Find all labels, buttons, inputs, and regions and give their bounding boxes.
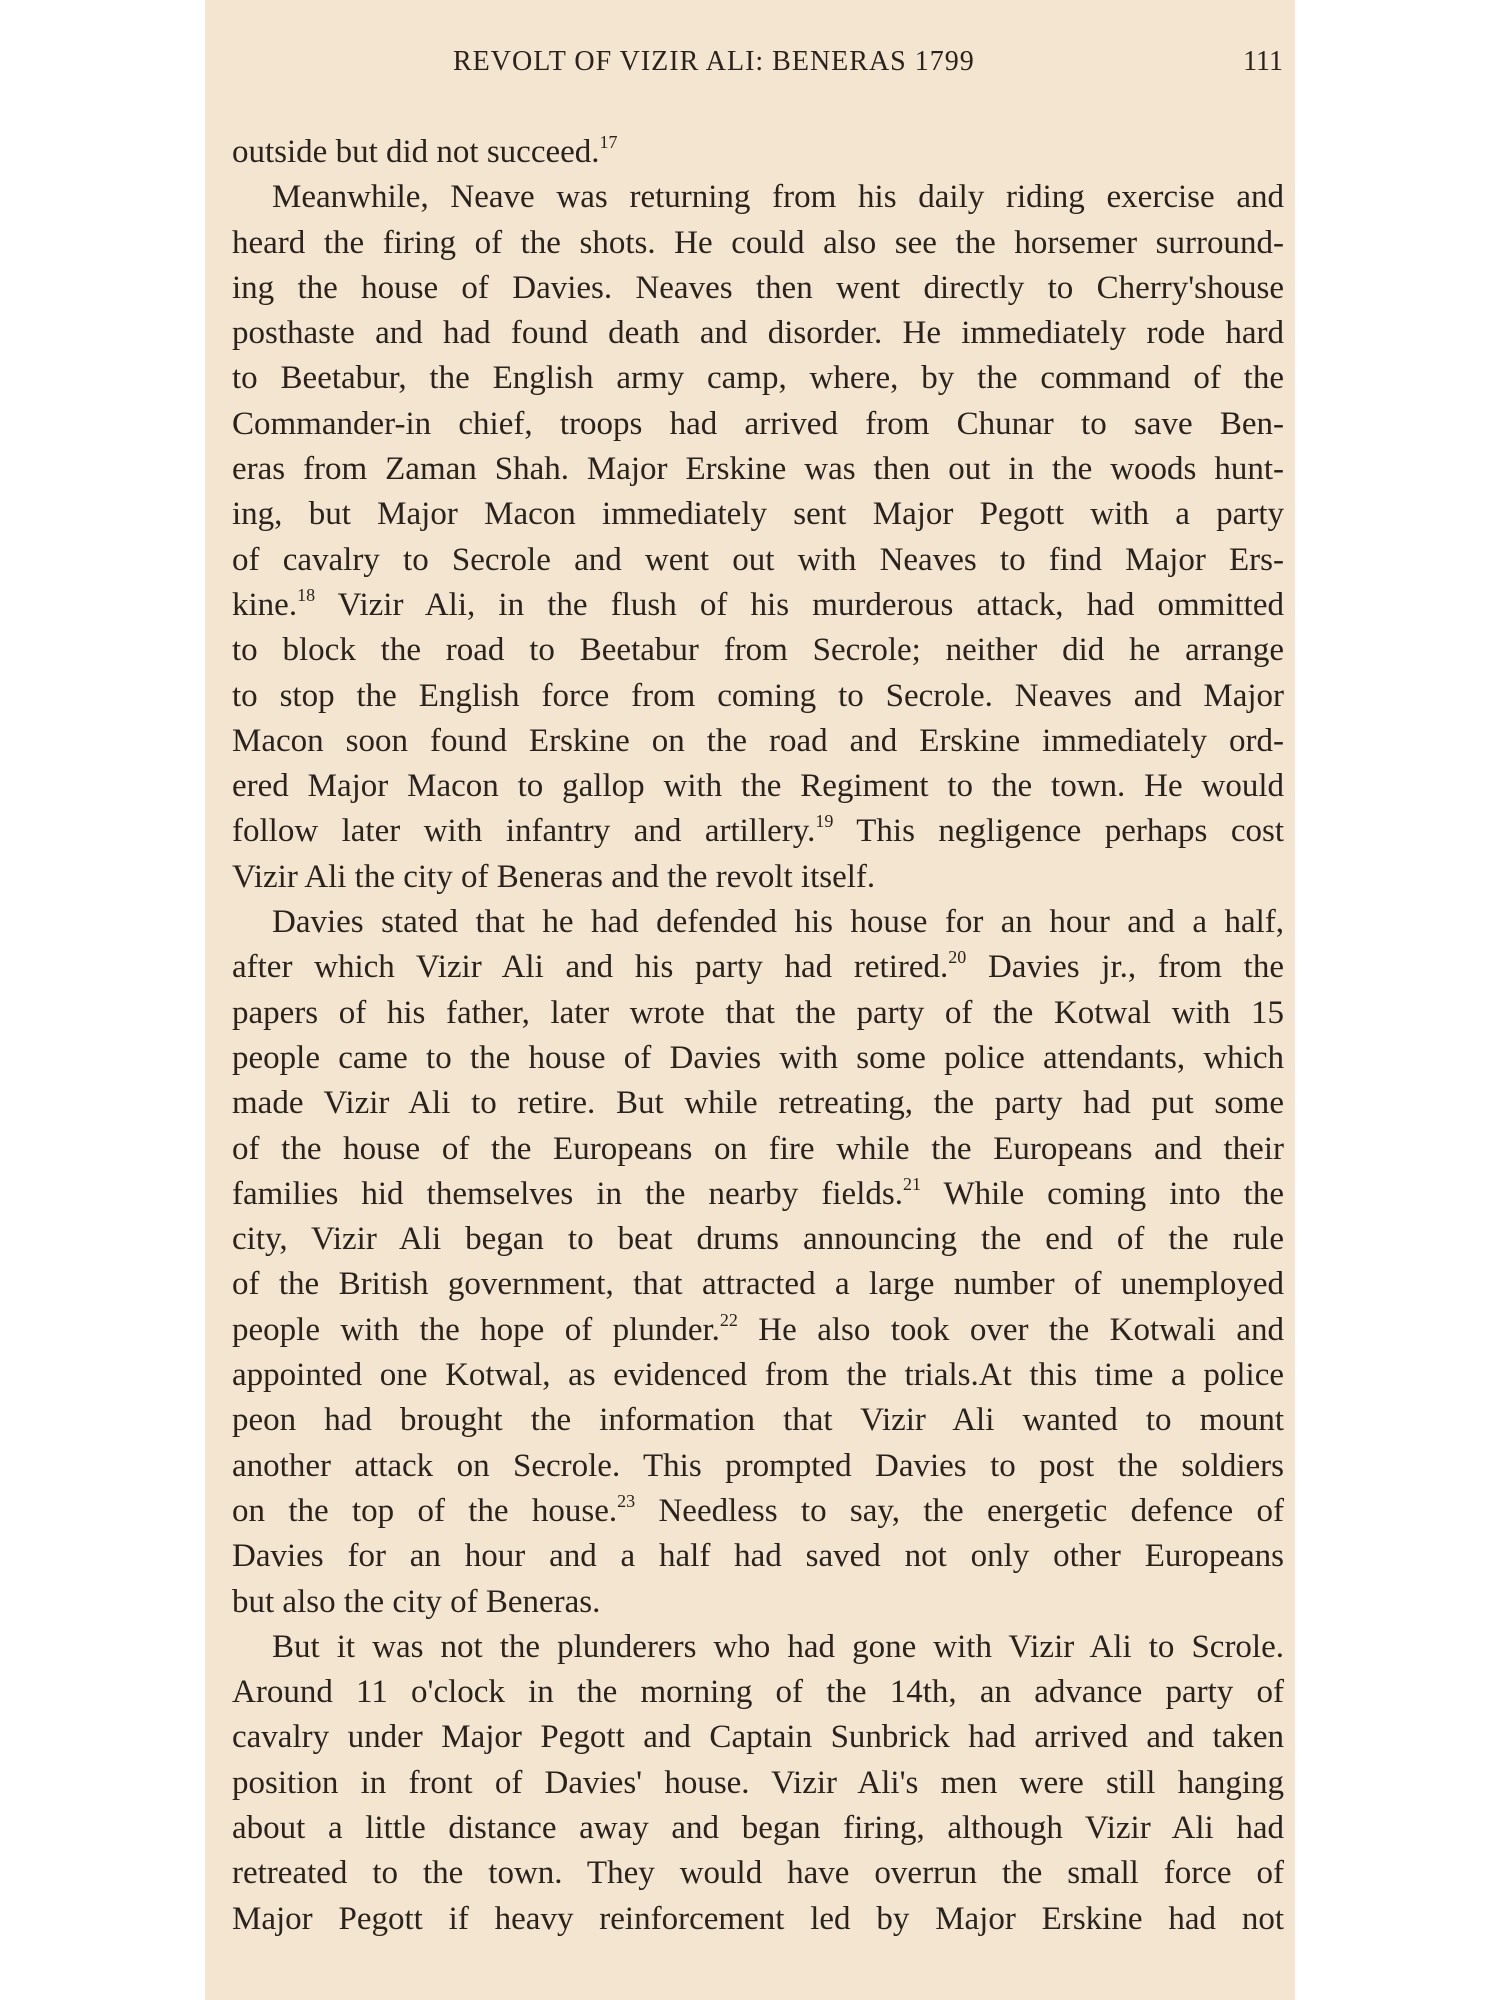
text-line <box>232 1127 1284 1172</box>
text-line <box>232 1262 1284 1307</box>
text-line <box>232 1081 1284 1126</box>
line-text: Vizir Ali the city of Beneras and the revolt itself. <box>232 858 876 895</box>
body-text <box>232 130 1284 1942</box>
line-text: families hid themselves in the nearby fields. <box>232 1175 903 1212</box>
line-text: Macon soon found Erskine on the road and Erskine immediately ord- <box>232 722 1284 759</box>
text-line <box>232 1761 1284 1806</box>
text-line <box>232 991 1284 1036</box>
line-text: retreated to the town. They would have overrun the small force of <box>232 1855 1284 1892</box>
line-text: people with the hope of plunder. <box>232 1311 720 1348</box>
text-line <box>232 1217 1284 1262</box>
text-line <box>232 1580 1284 1625</box>
text-line <box>232 900 1284 945</box>
text-line <box>232 447 1284 492</box>
line-text: to Beetabur, the English army camp, where, by the command of the <box>232 360 1284 397</box>
text-line <box>232 130 1284 175</box>
line-text: another attack on Secrole. This prompted Davies to post the soldiers <box>232 1447 1284 1484</box>
line-text-continued: While coming into the <box>920 1175 1284 1212</box>
line-text-continued: Davies jr., from the <box>966 949 1284 986</box>
line-text: cavalry under Major Pegott and Captain Sunbrick had arrived and taken <box>232 1719 1284 1756</box>
line-text: to stop the English force from coming to Secrole. Neaves and Major <box>232 677 1284 714</box>
line-text: But it was not the plunderers who had gone with Vizir Ali to Scrole. <box>272 1628 1284 1665</box>
text-line <box>232 1444 1284 1489</box>
text-line <box>232 628 1284 673</box>
line-text: Major Pegott if heavy reinforcement led by Major Erskine had not <box>232 1900 1284 1937</box>
line-text: eras from Zaman Shah. Major Erskine was then out in the woods hunt- <box>232 451 1284 488</box>
footnote-marker: 19 <box>815 811 834 832</box>
line-text: ered Major Macon to gallop with the Regiment to the town. He would <box>232 768 1284 805</box>
line-text: peon had brought the information that Vizir Ali wanted to mount <box>232 1402 1284 1439</box>
text-line <box>232 1715 1284 1760</box>
line-text: of cavalry to Secrole and went out with Neaves to find Major Ers- <box>232 541 1284 578</box>
footnote-marker: 23 <box>617 1490 636 1511</box>
line-text: Around 11 o'clock in the morning of the 14th, an advance party of <box>232 1674 1284 1711</box>
line-text-continued: Vizir Ali, in the flush of his murderous attack, had ommitted <box>315 586 1284 623</box>
line-text-continued: This negligence perhaps cost <box>833 813 1285 850</box>
text-line <box>232 1036 1284 1081</box>
line-text: Davies stated that he had defended his house for an hour and a half, <box>272 904 1284 941</box>
footnote-marker: 17 <box>599 132 618 152</box>
page-number: 111 <box>1243 46 1283 77</box>
line-text: Meanwhile, Neave was returning from his daily riding exercise and <box>272 179 1284 216</box>
line-text: follow later with infantry and artillery. <box>232 813 816 850</box>
line-text: Commander-in chief, troops had arrived from Chunar to save Ben- <box>232 405 1284 442</box>
line-text: outside but did not succeed. <box>232 134 600 170</box>
running-title: REVOLT OF VIZIR ALI: BENERAS 1799 <box>453 46 975 77</box>
line-text: but also the city of Beneras. <box>232 1583 601 1620</box>
line-text: on the top of the house. <box>232 1492 618 1529</box>
text-line <box>232 764 1284 809</box>
footnote-marker: 18 <box>297 584 316 605</box>
text-line <box>232 855 1284 900</box>
text-line <box>232 538 1284 583</box>
text-line <box>232 583 1284 628</box>
line-text: people came to the house of Davies with some police attendants, which <box>232 1039 1284 1076</box>
line-text: city, Vizir Ali began to beat drums announcing the end of the rule <box>232 1221 1284 1258</box>
line-text: Davies for an hour and a half had saved not only other Europeans <box>232 1538 1284 1575</box>
text-line <box>232 221 1284 266</box>
text-line <box>232 1172 1284 1217</box>
text-line <box>232 1625 1284 1670</box>
text-line <box>232 266 1284 311</box>
line-text: of the British government, that attracted a large number of unemployed <box>232 1266 1284 1303</box>
footnote-marker: 22 <box>719 1309 738 1330</box>
text-line <box>232 492 1284 537</box>
line-text: ing the house of Davies. Neaves then went directly to Cherry'shouse <box>232 269 1284 306</box>
text-line <box>232 1851 1284 1896</box>
text-line <box>232 809 1284 854</box>
text-line <box>232 175 1284 220</box>
footnote-marker: 21 <box>902 1173 921 1194</box>
text-line <box>232 1670 1284 1715</box>
text-line <box>232 1353 1284 1398</box>
text-line <box>232 1398 1284 1443</box>
text-line <box>232 674 1284 719</box>
line-text: posthaste and had found death and disorder. He immediately rode hard <box>232 315 1284 352</box>
text-line <box>232 1897 1284 1942</box>
text-line <box>232 1489 1284 1534</box>
text-line <box>232 402 1284 447</box>
text-line <box>232 1534 1284 1579</box>
text-line <box>232 1806 1284 1851</box>
line-text: position in front of Davies' house. Vizir Ali's men were still hanging <box>232 1764 1284 1801</box>
text-line <box>232 945 1284 990</box>
line-text: made Vizir Ali to retire. But while retreating, the party had put some <box>232 1085 1284 1122</box>
line-text: about a little distance away and began firing, although Vizir Ali had <box>232 1809 1284 1846</box>
text-line <box>232 356 1284 401</box>
line-text: ing, but Major Macon immediately sent Major Pegott with a party <box>232 496 1284 533</box>
running-head <box>205 46 1295 86</box>
line-text: appointed one Kotwal, as evidenced from the trials.At this time a police <box>232 1357 1284 1394</box>
line-text-continued: Needless to say, the energetic defence of <box>635 1492 1285 1529</box>
line-text: to block the road to Beetabur from Secrole; neither did he arrange <box>232 632 1284 669</box>
line-text: of the house of the Europeans on fire while the Europeans and their <box>232 1130 1284 1167</box>
book-page <box>205 0 1295 2000</box>
line-text-continued: He also took over the Kotwali and <box>737 1311 1284 1348</box>
line-text: heard the firing of the shots. He could also see the horsemer surround- <box>232 224 1284 261</box>
line-text: papers of his father, later wrote that the party of the Kotwal with 15 <box>232 994 1284 1031</box>
line-text: kine. <box>232 586 298 623</box>
line-text: after which Vizir Ali and his party had retired. <box>232 949 949 986</box>
text-line <box>232 1308 1284 1353</box>
footnote-marker: 20 <box>948 947 967 968</box>
text-line <box>232 719 1284 764</box>
text-line <box>232 311 1284 356</box>
